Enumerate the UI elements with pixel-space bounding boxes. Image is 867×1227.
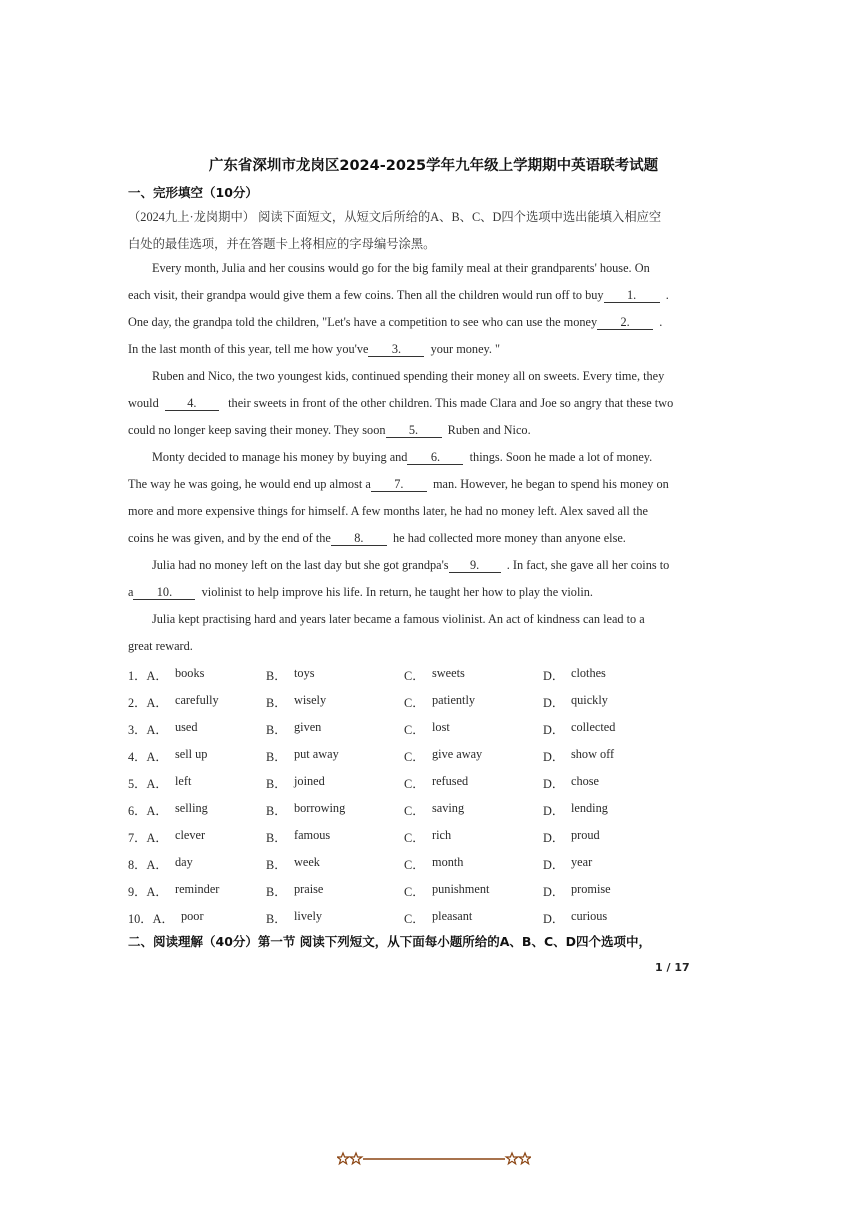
option-a: clever	[175, 828, 206, 842]
option-b-label: B．	[266, 723, 287, 737]
option-c: patiently	[432, 693, 476, 707]
option-b: joined	[294, 774, 325, 788]
option-b: lively	[294, 909, 323, 923]
question-number: 5．A．	[128, 777, 168, 791]
option-d: lending	[571, 801, 608, 815]
option-a: poor	[181, 909, 204, 923]
option-c-label: C．	[404, 723, 425, 737]
passage-text: In the last month of this year, tell me how you've	[128, 342, 369, 356]
option-a: selling	[175, 801, 208, 815]
option-c-label: C．	[404, 696, 425, 710]
passage-line	[152, 558, 669, 573]
option-d: chose	[571, 774, 599, 788]
option-c-label: C．	[404, 885, 425, 899]
passage-text: would	[128, 396, 159, 410]
question-number: 6．A．	[128, 804, 168, 818]
passage-text: coins he was given, and by the end of the	[128, 531, 331, 545]
option-d: proud	[571, 828, 600, 842]
option-d-label: D．	[543, 669, 565, 683]
passage-text: things. Soon he made a lot of money.	[469, 450, 653, 464]
option-b: praise	[294, 882, 324, 896]
option-b: wisely	[294, 693, 327, 707]
option-d-label: D．	[543, 804, 565, 818]
option-d-label: D．	[543, 885, 565, 899]
option-d: curious	[571, 909, 608, 923]
option-d: year	[571, 855, 593, 869]
section2-heading: 二、阅读理解（40分）第一节 阅读下列短文，从下面每小题所给的A、B、C、D四个选项中，	[128, 934, 651, 949]
passage-text: Monty decided to manage his money by buying and	[152, 450, 408, 464]
passage-text: violinist to help improve his life. In return, he taught her how to play the violin.	[201, 585, 594, 599]
passage-text: he had collected more money than anyone else.	[393, 531, 626, 545]
option-d-label: D．	[543, 777, 565, 791]
question-number: 8．A．	[128, 858, 168, 872]
option-a: reminder	[175, 882, 220, 896]
option-b-label: B．	[266, 777, 287, 791]
passage-line	[128, 315, 662, 330]
option-b-label: B．	[266, 696, 287, 710]
option-b: put away	[294, 747, 339, 761]
option-c: saving	[432, 801, 465, 815]
option-c: give away	[432, 747, 483, 761]
option-c-label: C．	[404, 858, 425, 872]
option-c: pleasant	[432, 909, 473, 923]
passage-line	[128, 288, 669, 303]
blank-6: 6.	[407, 450, 463, 465]
passage-line	[152, 450, 652, 465]
option-d-label: D．	[543, 831, 565, 845]
option-c: refused	[432, 774, 469, 788]
passage-line: more and more expensive things for himself. A few months later, he had no money left. Alex saved all the	[128, 504, 648, 518]
option-a: books	[175, 666, 205, 680]
option-d: show off	[571, 747, 615, 761]
option-a: carefully	[175, 693, 219, 707]
question-number: 1．A．	[128, 669, 168, 683]
option-b: borrowing	[294, 801, 346, 815]
passage-text: could no longer keep saving their money. They soon	[128, 423, 386, 437]
star-divider-icon	[337, 1151, 531, 1167]
passage-text: .	[665, 288, 669, 302]
option-c-label: C．	[404, 912, 425, 926]
option-c-label: C．	[404, 804, 425, 818]
passage-text: Julia had no money left on the last day but she got grandpa's	[152, 558, 449, 572]
option-b: week	[294, 855, 320, 869]
question-number: 3．A．	[128, 723, 168, 737]
option-c-label: C．	[404, 831, 425, 845]
option-c-label: C．	[404, 777, 425, 791]
option-a: left	[175, 774, 192, 788]
blank-5: 5.	[386, 423, 442, 438]
blank-7: 7.	[371, 477, 427, 492]
option-b-label: B．	[266, 804, 287, 818]
question-number: 9．A．	[128, 885, 168, 899]
passage-line: Every month, Julia and her cousins would go for the big family meal at their grandparents' house. On	[152, 261, 650, 275]
page-number: 1 / 17	[655, 961, 690, 974]
option-d-label: D．	[543, 912, 565, 926]
passage-text: each visit, their grandpa would give them a few coins. Then all the children would run off to buy	[128, 288, 604, 302]
blank-9: 9.	[449, 558, 501, 573]
passage-line	[128, 423, 531, 438]
passage-line	[128, 396, 673, 411]
blank-2: 2.	[597, 315, 653, 330]
option-b-label: B．	[266, 750, 287, 764]
intro-line-2: 白处的最佳选项，并在答题卡上将相应的字母编号涂黑。	[128, 237, 436, 251]
passage-text: their sweets in front of the other children. This made Clara and Joe so angry that these two	[228, 396, 674, 410]
option-b-label: B．	[266, 831, 287, 845]
passage-line: Ruben and Nico, the two youngest kids, continued spending their money all on sweets. Every time, they	[152, 369, 665, 383]
passage-text: . In fact, she gave all her coins to	[506, 558, 670, 572]
option-a: used	[175, 720, 198, 734]
passage-line	[128, 531, 626, 546]
option-c-label: C．	[404, 750, 425, 764]
option-d: collected	[571, 720, 616, 734]
option-b-label: B．	[266, 669, 287, 683]
option-d-label: D．	[543, 858, 565, 872]
option-d: clothes	[571, 666, 606, 680]
section1-heading: 一、完形填空（10分）	[128, 185, 258, 200]
option-a: day	[175, 855, 193, 869]
option-c-label: C．	[404, 669, 425, 683]
option-b-label: B．	[266, 912, 287, 926]
passage-text: a	[128, 585, 134, 599]
page-title: 广东省深圳市龙岗区2024-2025学年九年级上学期期中英语联考试题	[208, 158, 659, 174]
option-b: toys	[294, 666, 315, 680]
passage-text: man. However, he began to spend his money on	[432, 477, 669, 491]
passage-text: .	[659, 315, 663, 329]
option-c: punishment	[432, 882, 490, 896]
question-number: 2．A．	[128, 696, 168, 710]
intro-line-1: （2024九上·龙岗期中） 阅读下面短文，从短文后所给的A、B、C、D四个选项中选出能填入相应空	[128, 210, 662, 224]
option-c: month	[432, 855, 464, 869]
option-d-label: D．	[543, 723, 565, 737]
option-d-label: D．	[543, 750, 565, 764]
question-number: 10．A．	[128, 912, 174, 926]
blank-1: 1.	[604, 288, 660, 303]
blank-4: 4.	[165, 396, 219, 411]
option-b-label: B．	[266, 885, 287, 899]
passage-text: Ruben and Nico.	[447, 423, 531, 437]
blank-10: 10.	[133, 585, 195, 600]
blank-3: 3.	[368, 342, 424, 357]
passage-line: Julia kept practising hard and years later became a famous violinist. An act of kindness can lead to a	[152, 612, 645, 626]
option-c: rich	[432, 828, 452, 842]
option-b-label: B．	[266, 858, 287, 872]
option-a: sell up	[175, 747, 208, 761]
passage-text: The way he was going, he would end up almost a	[128, 477, 371, 491]
passage-line	[128, 477, 669, 492]
passage-text: your money. "	[430, 342, 501, 356]
option-c: lost	[432, 720, 450, 734]
question-number: 4．A．	[128, 750, 168, 764]
passage-line	[128, 342, 500, 357]
blank-8: 8.	[331, 531, 387, 546]
passage-line	[128, 585, 593, 600]
option-d: quickly	[571, 693, 608, 707]
option-d-label: D．	[543, 696, 565, 710]
passage-text: One day, the grandpa told the children, "Let's have a competition to see who can use the money	[128, 315, 598, 329]
option-c: sweets	[432, 666, 465, 680]
option-b: famous	[294, 828, 331, 842]
option-d: promise	[571, 882, 611, 896]
passage-line: great reward.	[128, 639, 193, 653]
question-number: 7．A．	[128, 831, 168, 845]
option-b: given	[294, 720, 322, 734]
